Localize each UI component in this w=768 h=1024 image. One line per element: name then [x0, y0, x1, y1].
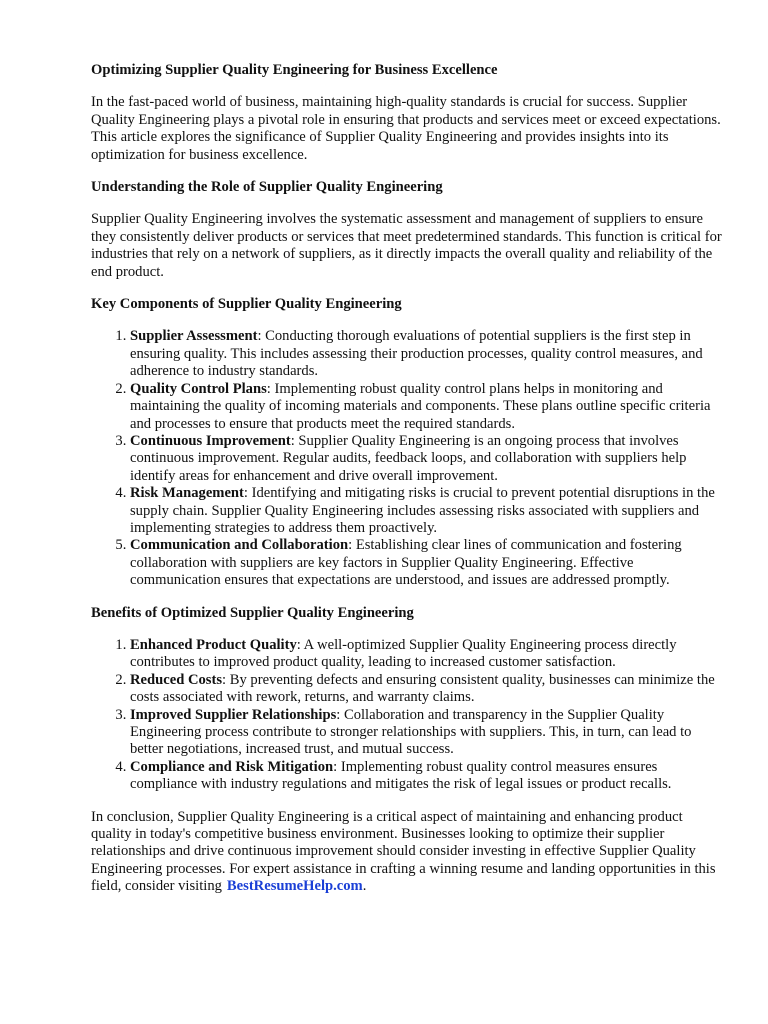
- conclusion-paragraph: [91, 809, 723, 896]
- list-item: [130, 537, 723, 589]
- list-item-term: Enhanced Product Quality: [130, 636, 297, 653]
- section-heading-benefits: Benefits of Optimized Supplier Quality Engineering: [91, 604, 414, 621]
- role-paragraph: Supplier Quality Engineering involves the systematic assessment and management of suppliers to ensure they consistently deliver products or services that meet predetermined standards. This function is critical for industries that rely on a network of suppliers, as it directly impacts the overall quality and reliability of the end product.: [91, 211, 722, 280]
- benefits-list: [91, 637, 723, 794]
- conclusion-text: In conclusion, Supplier Quality Engineering is a critical aspect of maintaining and enhancing product quality in today's competitive business environment. Businesses looking to optimize their supplier relationships and drive continuous improvement should consider investing in effective Supplier Quality Engineering processes. For expert assistance in crafting a winning resume and landing opportunities in this field, consider visiting: [91, 808, 716, 895]
- bestresumehelp-link[interactable]: BestResumeHelp.com: [226, 878, 363, 895]
- section-heading-components: Key Components of Supplier Quality Engineering: [91, 296, 402, 313]
- list-item-term: Supplier Assessment: [130, 328, 258, 345]
- list-item: [130, 707, 723, 759]
- list-item: [130, 485, 723, 537]
- document-title: Optimizing Supplier Quality Engineering for Business Excellence: [91, 62, 498, 78]
- list-item: [130, 759, 723, 794]
- list-item-term: Compliance and Risk Mitigation: [130, 758, 334, 775]
- list-item: [130, 637, 723, 672]
- list-item-text: : Implementing robust quality control plans helps in monitoring and maintaining the quality of incoming materials and components. These plans outline specific criteria and processes to ensure that products meet the required standards.: [130, 380, 711, 432]
- document-page: [91, 62, 723, 896]
- list-item-text: : A well-optimized Supplier Quality Engineering process directly contributes to improved product quality, leading to increased customer satisfaction.: [130, 636, 677, 671]
- list-item-text: : Identifying and mitigating risks is crucial to prevent potential disruptions in the supply chain. Supplier Quality Engineering includes assessing risks associated with suppliers and implementing strategies to address them proactively.: [130, 485, 715, 536]
- list-item-term: Continuous Improvement: [130, 432, 291, 449]
- list-item-text: : Establishing clear lines of communication and fostering collaboration with suppliers are key factors in Supplier Quality Engineering. Effective communication ensures that expectations are understood, and issues are addressed promptly.: [130, 537, 682, 589]
- conclusion-end-punct: .: [362, 878, 367, 895]
- section-heading-role: Understanding the Role of Supplier Quality Engineering: [91, 179, 443, 196]
- list-item-term: Improved Supplier Relationships: [130, 706, 337, 723]
- components-list: [91, 328, 723, 589]
- list-item-text: : Supplier Quality Engineering is an ongoing process that involves continuous improvement. Regular audits, feedback loops, and collaboration with suppliers help identify areas for enhancement and drive overall improvement.: [130, 432, 687, 484]
- list-item: [130, 328, 723, 380]
- list-item-term: Quality Control Plans: [130, 380, 267, 397]
- list-item-text: : Conducting thorough evaluations of potential suppliers is the first step in ensuring quality. This includes assessing their production processes, quality control measures, and adherence to industry standards.: [130, 328, 703, 380]
- list-item: [130, 381, 723, 433]
- intro-paragraph: In the fast-paced world of business, maintaining high-quality standards is crucial for success. Supplier Quality Engineering plays a pivotal role in ensuring that products and services meet or exceed expectations. This article explores the significance of Supplier Quality Engineering and provides insights into its optimization for business excellence.: [91, 94, 721, 163]
- list-item-text: : By preventing defects and ensuring consistent quality, businesses can minimize the costs associated with rework, returns, and warranty claims.: [130, 671, 715, 706]
- list-item-text: : Collaboration and transparency in the Supplier Quality Engineering process contribute to stronger relationships with suppliers. This, in turn, can lead to better negotiations, increased trust, and mutual success.: [130, 706, 692, 758]
- list-item-term: Risk Management: [130, 485, 244, 502]
- list-item-term: Reduced Costs: [130, 671, 223, 688]
- list-item-term: Communication and Collaboration: [130, 537, 349, 554]
- list-item: [130, 672, 723, 707]
- list-item: [130, 433, 723, 485]
- list-item-text: : Implementing robust quality control measures ensures compliance with industry regulations and mitigates the risk of legal issues or product recalls.: [130, 758, 672, 793]
